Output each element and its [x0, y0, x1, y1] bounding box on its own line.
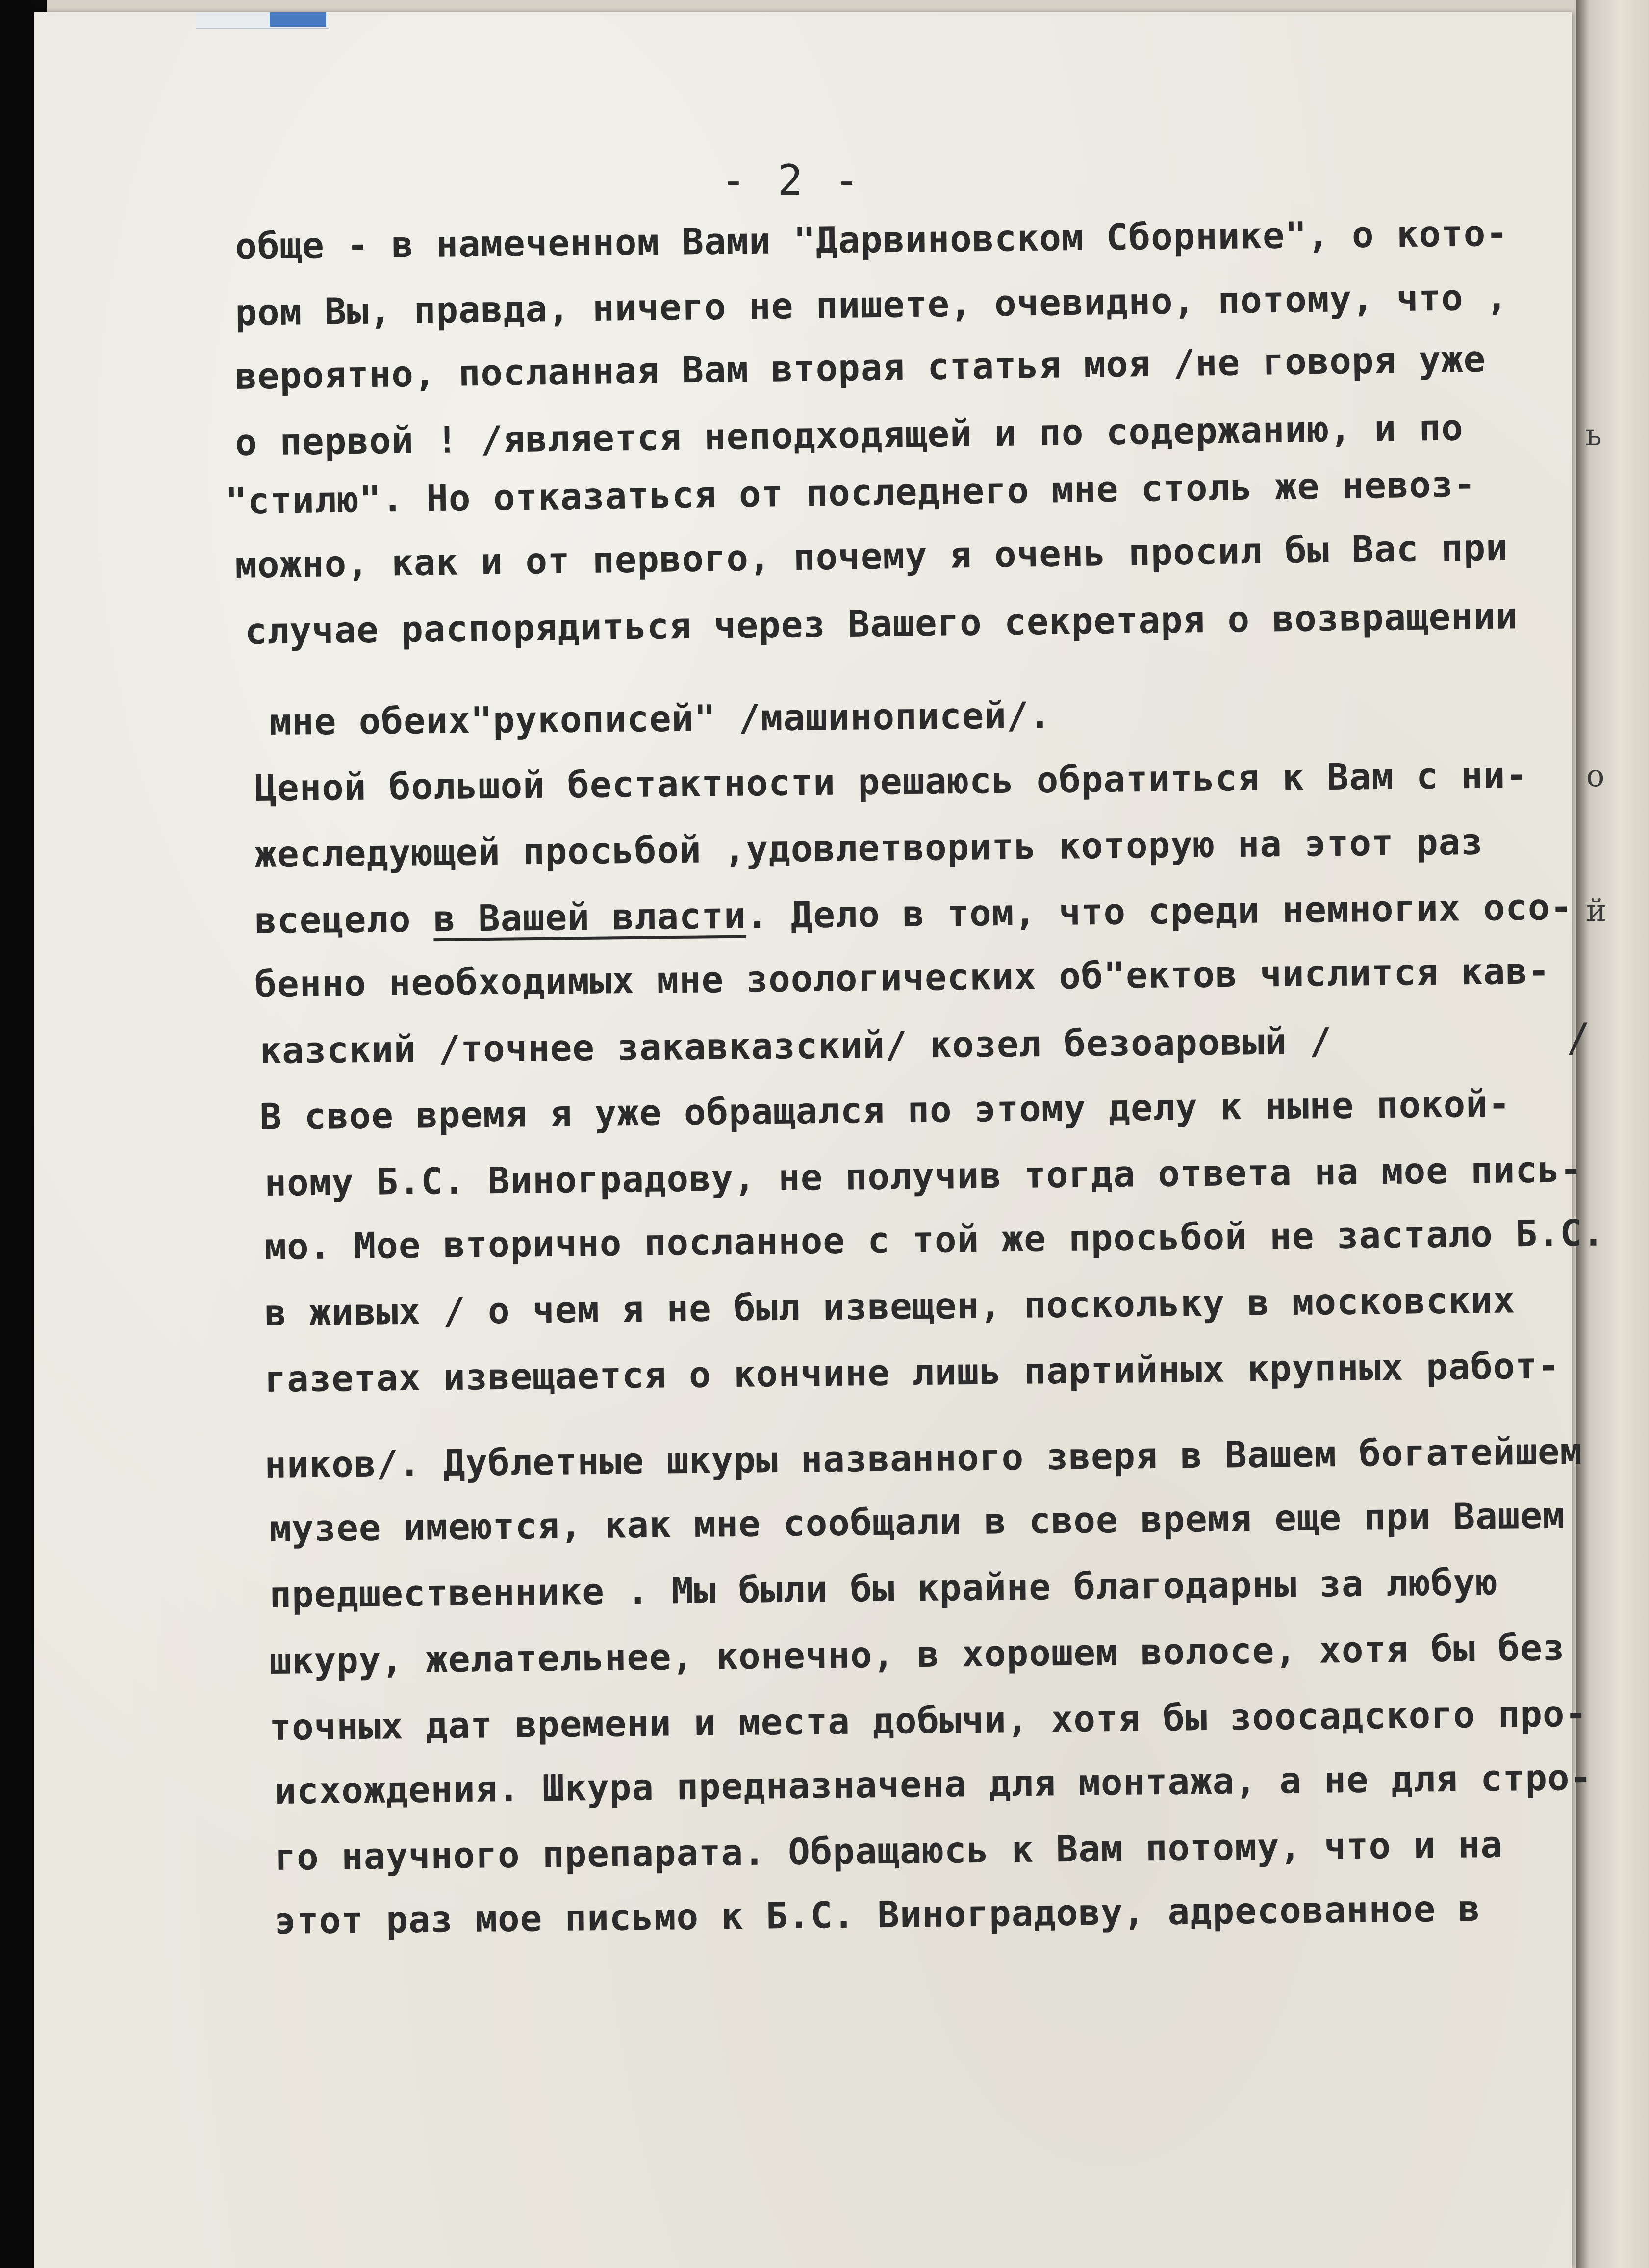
text-line: обще - в намеченном Вами "Дарвиновском Сборнике", о кото-: [235, 212, 1509, 268]
page-number: - 2 -: [721, 156, 863, 205]
text-line: В свое время я уже обращался по этому делу к ныне покой-: [259, 1083, 1511, 1138]
text-line: мне обеих"рукописей" /машинописей/.: [269, 694, 1052, 743]
text-line: мо. Мое вторично посланное с той же просьбой не застало Б.С.: [264, 1212, 1605, 1268]
blue-tab-mark: [270, 12, 326, 27]
text-line: го научного препарата. Обращаюсь к Вам потому, что и на: [274, 1823, 1503, 1879]
text-line: в живых / о чем я не был извещен, поскольку в московских: [264, 1279, 1516, 1334]
text-line: этот раз мое письмо к Б.С. Виноградову, адресованное в: [274, 1887, 1481, 1942]
text-line: случае распорядиться через Вашего секретаря о возвращении: [244, 595, 1519, 653]
text-line: бенно необходимых мне зоологических об"ектов числится кав-: [254, 950, 1550, 1006]
adjacent-page-edge: [1576, 0, 1649, 2268]
text-line: ному Б.С. Виноградову, не получив тогда ответа на мое пись-: [264, 1148, 1583, 1204]
text-line: Ценой большой бестактности решаюсь обратиться к Вам с ни-: [254, 754, 1528, 810]
text-line: точных дат времени и места добычи, хотя бы зоосадского про-: [269, 1692, 1588, 1749]
scan-black-edge: [0, 0, 34, 2268]
text-segment: всецело: [254, 898, 411, 942]
text-line: вероятно, посланная Вам вторая статья моя /не говоря уже: [234, 338, 1486, 398]
edge-char: й: [1586, 892, 1607, 928]
text-line: "стилю". Но отказаться от последнего мне столь же невоз-: [225, 463, 1476, 523]
text-line: казский /точнее закавказский/ козел безоаровый /: [259, 1020, 1332, 1072]
edge-char: ь: [1585, 417, 1602, 453]
text-segment: . Дело в том, что среди немногих осо-: [746, 886, 1573, 937]
margin-slash: /: [1567, 1015, 1591, 1061]
text-line: жеследующей просьбой ,удовлетворить которую на этот раз: [254, 820, 1484, 876]
text-line: исхождения. Шкура предназначена для монтажа, а не для стро-: [274, 1756, 1593, 1812]
text-line: ром Вы, правда, ничего не пишете, очевидно, потому, что ,: [234, 276, 1509, 334]
paper-clip-strip: [196, 12, 329, 29]
text-line: музее имеются, как мне сообщали в свое время еще при Вашем: [269, 1494, 1565, 1550]
text-line: газетах извещается о кончине лишь партийных крупных работ-: [264, 1345, 1560, 1401]
text-line: предшественнике . Мы были бы крайне благодарны за любую: [269, 1561, 1498, 1616]
text-line: шкуру, желательнее, конечно, в хорошем волосе, хотя бы без: [269, 1627, 1565, 1682]
text-line: можно, как и от первого, почему я очень просил бы Вас при: [234, 526, 1509, 586]
text-line: ников/. Дублетные шкуры названного зверя в Вашем богатейшем: [264, 1430, 1583, 1486]
edge-char: о: [1586, 758, 1605, 793]
underlined-phrase: в Вашей власти: [433, 894, 747, 941]
text-line: о первой ! /является неподходящей и по содержанию, и по: [234, 407, 1464, 464]
